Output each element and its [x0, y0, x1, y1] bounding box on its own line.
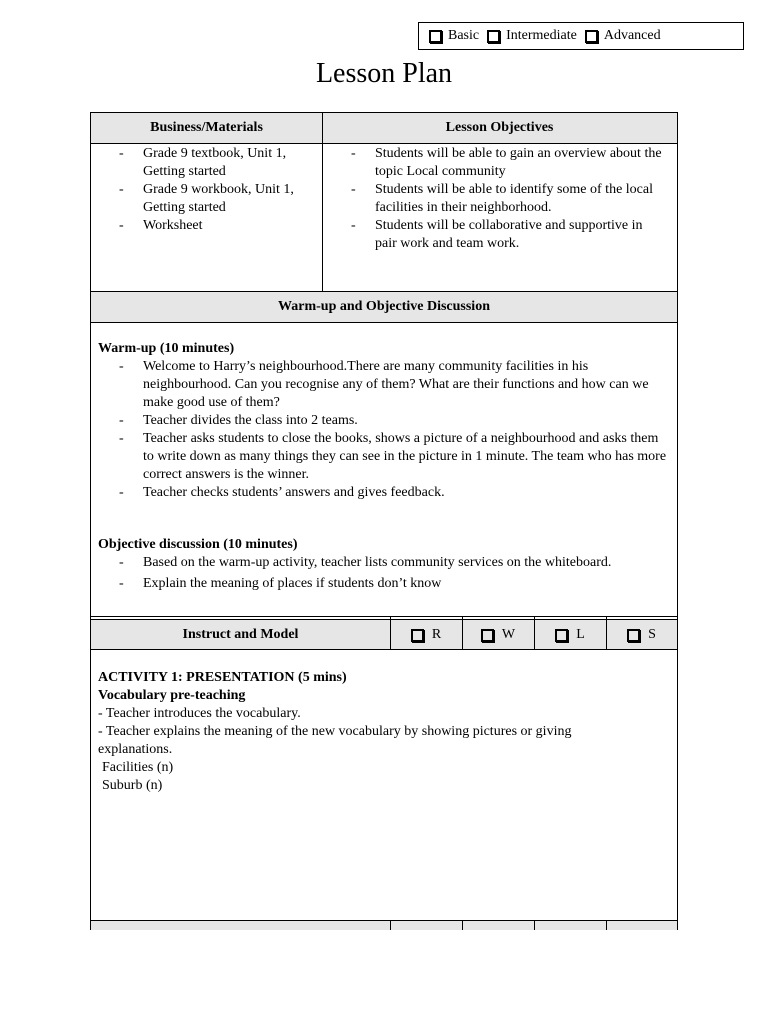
- materials-objectives-header-row: [91, 113, 677, 143]
- level-label: Intermediate: [506, 28, 577, 43]
- list-item: - Grade 9 workbook, Unit 1, Getting started: [119, 182, 294, 215]
- list-item: - Based on the warm-up activity, teacher lists community services on the whiteboard.: [119, 555, 612, 570]
- checkbox-icon[interactable]: [555, 629, 568, 642]
- objectives-list: [351, 145, 667, 253]
- divider: [462, 920, 463, 930]
- activity-subtitle: Vocabulary pre-teaching: [98, 688, 246, 703]
- divider: [534, 616, 535, 649]
- divider: [390, 616, 391, 649]
- level-basic[interactable]: [429, 28, 479, 44]
- materials-header: Business/Materials: [150, 120, 263, 135]
- checkbox-icon[interactable]: [411, 629, 424, 642]
- skill-writing[interactable]: W: [462, 620, 534, 650]
- divider: [390, 920, 391, 930]
- divider: [606, 920, 607, 930]
- text-line: - Teacher explains the meaning of the new vocabulary by showing pictures or giving explanations.: [98, 724, 572, 757]
- checkbox-icon[interactable]: [487, 30, 500, 43]
- checkbox-icon[interactable]: [585, 30, 598, 43]
- level-label: Advanced: [603, 28, 661, 43]
- warmup-list: [119, 358, 671, 502]
- divider: [322, 113, 323, 291]
- level-selector: [418, 22, 744, 50]
- list-item: - Welcome to Harry’s neighbourhood.There are many community facilities in his neighbourhood. Can you recognise any of them? What are their functions and how can we make good use of them?: [119, 359, 649, 410]
- vocab-item: Facilities (n): [102, 760, 174, 775]
- objectives-header: Lesson Objectives: [445, 120, 554, 135]
- level-advanced[interactable]: [585, 28, 661, 44]
- level-label: Basic: [448, 28, 480, 43]
- instruct-header: Instruct and Model: [182, 626, 299, 642]
- warmup-header: Warm-up and Objective Discussion: [91, 292, 677, 322]
- level-intermediate[interactable]: [487, 28, 577, 44]
- list-item: - Teacher checks students’ answers and gives feedback.: [119, 485, 445, 500]
- list-item: - Students will be able to identify some of the local facilities in their neighborhood.: [351, 182, 653, 215]
- list-item: - Teacher asks students to close the books, shows a picture of a neighbourhood and asks them to write down as many things they can see in the picture in 1 minute. The team who has more correct answers is the winner.: [119, 431, 667, 482]
- checkbox-icon[interactable]: [429, 30, 442, 43]
- divider: [91, 143, 677, 144]
- activity-body: [98, 705, 628, 795]
- list-item: - Students will be able to gain an overview about the topic Local community: [351, 146, 662, 179]
- objective-discussion-title: Objective discussion (10 minutes): [98, 537, 298, 552]
- skill-listening[interactable]: L: [534, 620, 606, 650]
- objective-discussion-list: [119, 554, 671, 593]
- instruct-header-row: [91, 620, 677, 649]
- list-item: - Explain the meaning of places if students don’t know: [119, 576, 442, 591]
- checkbox-icon[interactable]: [627, 629, 640, 642]
- checkbox-icon[interactable]: [481, 629, 494, 642]
- divider: [91, 616, 677, 617]
- activity-title: ACTIVITY 1: PRESENTATION (5 mins): [98, 670, 347, 685]
- page-title: Lesson Plan: [315, 58, 453, 89]
- divider: [606, 616, 607, 649]
- warmup-title: Warm-up (10 minutes): [98, 341, 235, 356]
- materials-list: [119, 145, 314, 235]
- list-item: - Students will be collaborative and supportive in pair work and team work.: [351, 218, 643, 251]
- text-line: - Teacher introduces the vocabulary.: [98, 706, 301, 721]
- vocab-item: Suburb (n): [102, 778, 163, 793]
- skill-speaking[interactable]: S: [606, 620, 677, 650]
- list-item: - Grade 9 textbook, Unit 1, Getting started: [119, 146, 287, 179]
- skill-reading[interactable]: R: [390, 620, 462, 650]
- divider: [534, 920, 535, 930]
- divider: [91, 649, 677, 650]
- footer-strip: [91, 921, 677, 930]
- list-item: - Teacher divides the class into 2 teams.: [119, 413, 358, 428]
- divider: [462, 616, 463, 649]
- list-item: - Worksheet: [119, 218, 203, 233]
- divider: [91, 322, 677, 323]
- lesson-plan-table: [90, 112, 678, 930]
